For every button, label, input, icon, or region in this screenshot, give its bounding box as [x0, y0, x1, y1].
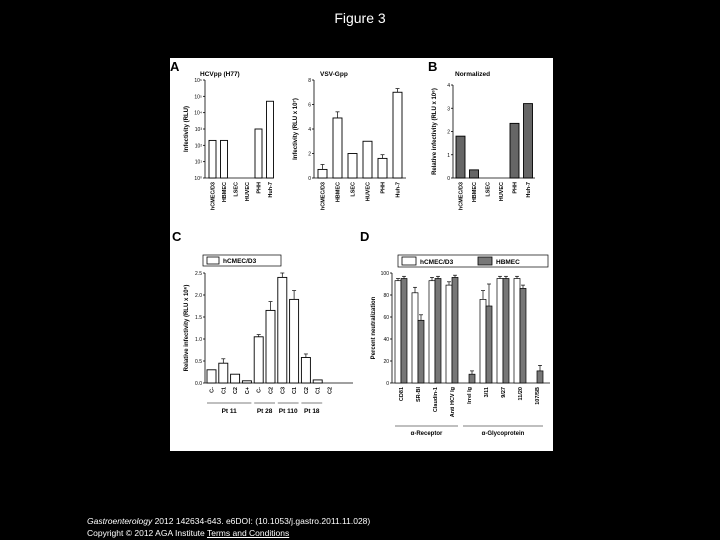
chart2-category-label: PHH [380, 182, 387, 194]
chart2-y-tick-label: 6 [308, 102, 311, 109]
chart3-category-label: HUVEC [499, 182, 505, 202]
chart2-category-label: HUVEC [365, 182, 372, 202]
chart2-y-tick-label: 4 [308, 127, 311, 133]
chart5-y-tick-label: 0 [386, 381, 389, 387]
chart4-category-label: C2 [303, 387, 310, 395]
chart5-legend-label: HBMEC [496, 259, 520, 266]
chart4-bar [219, 363, 228, 383]
chart5-category-label: 11/20 [518, 387, 524, 401]
chart5-bar-hcmec [514, 279, 520, 384]
chart4-bar [231, 374, 240, 383]
chart2-y-tick-label: 2 [308, 151, 311, 158]
chart1-y-axis-label: Infectivity (RLU) [184, 105, 190, 153]
chart4-bar [266, 310, 275, 383]
chart5-y-axis-label: Percent neutralization [371, 296, 377, 360]
chart2-title: VSV-Gpp [320, 71, 348, 78]
chart3-panel-label: B [428, 59, 438, 74]
chart3-bar [470, 170, 479, 178]
chart4-group-label: Pt 28 [256, 408, 273, 415]
chart1-category-label: Huh-7 [268, 182, 274, 198]
chart2-bar [378, 158, 387, 178]
chart4-category-label: C1 [292, 387, 299, 395]
chart3-y-tick-label: 4 [447, 83, 450, 89]
chart1-bar [209, 140, 216, 178]
chart1-title: HCVpp (H77) [200, 71, 240, 78]
chart5-category-label: Anti HCV Ig [450, 387, 456, 418]
figure-svg [170, 58, 553, 451]
chart3-y-tick-label: 2 [447, 129, 450, 136]
chart3-y-tick-label: 1 [447, 152, 450, 159]
chart4-bar [290, 299, 299, 383]
chart4-bar [254, 337, 263, 383]
chart5-bar-hcmec [395, 281, 401, 383]
chart5-y-tick-label: 40 [383, 337, 389, 343]
chart3-category-label: hCMEC/D3 [458, 182, 465, 211]
chart5-bar-hcmec [480, 299, 486, 383]
chart3-category-label: LSEC [485, 182, 492, 197]
chart5-bar-hcmec [412, 293, 418, 383]
chart4-panel-label: C [172, 229, 182, 244]
figure-panel [170, 58, 553, 451]
chart4-category-label: C3 [280, 387, 287, 395]
chart4-bar [242, 381, 251, 383]
chart2-y-tick-label: 8 [308, 78, 311, 84]
chart5-bar-hbmec [435, 279, 441, 384]
chart3-bar [456, 136, 465, 178]
chart3-bar [524, 104, 533, 178]
chart5-bar-hbmec [452, 277, 458, 383]
chart5-bar-hcmec [429, 281, 435, 383]
chart5-bar-hbmec [520, 288, 526, 383]
chart1-category-label: LSEC [233, 182, 240, 197]
chart4-category-label: C1 [221, 387, 228, 395]
chart1-y-tick-label: 10⁴ [194, 110, 202, 117]
chart4-category-label: C+ [244, 387, 251, 395]
chart4-category-label: C- [209, 387, 216, 393]
chart5-category-label: 3/11 [484, 387, 490, 398]
citation-text: 2012 142634-643. e6DOI: (10.1053/j.gastro.2011.11.028) [154, 516, 371, 526]
chart5-bar-hbmec [537, 371, 543, 383]
chart2-category-label: LSEC [350, 182, 357, 197]
chart4-category-label: C2 [327, 387, 334, 395]
chart1-y-tick-label: 10⁵ [194, 94, 202, 101]
chart4-bar [207, 370, 216, 383]
chart5-group-label: α-Glycoprotein [481, 431, 525, 437]
chart4-category-label: C2 [268, 387, 275, 395]
chart5-category-label: CD81 [399, 387, 405, 402]
chart4-bar [278, 277, 287, 383]
chart2-bar [348, 154, 357, 179]
chart1-y-tick-label: 10² [194, 143, 202, 150]
copyright-text: Copyright © 2012 AGA Institute [87, 528, 205, 538]
chart5-bar-hbmec [503, 279, 509, 384]
chart5-y-tick-label: 100 [380, 271, 389, 277]
chart4-category-label: C1 [315, 387, 322, 395]
chart1-y-tick-label: 10¹ [194, 159, 202, 166]
chart4-bar [301, 357, 310, 383]
chart2-bar [333, 118, 342, 178]
chart5-group-label: α-Receptor [410, 431, 443, 437]
chart5-bar-hbmec [486, 306, 492, 383]
chart5-bar-hbmec [469, 374, 475, 383]
chart5-legend-label: hCMEC/D3 [420, 259, 454, 266]
chart1-bar [255, 129, 262, 178]
chart5-bar-hbmec [418, 320, 424, 383]
chart5-category-label: Irrel Ig [467, 387, 473, 404]
chart4-legend-label: hCMEC/D3 [223, 258, 257, 265]
chart5-category-label: 107/5B [535, 387, 541, 405]
chart4-group-label: Pt 11 [221, 408, 237, 415]
chart5-legend-swatch [402, 257, 416, 265]
page-title: Figure 3 [334, 10, 386, 26]
chart1-panel-label: A [170, 59, 180, 74]
chart1-y-tick-label: 10⁰ [194, 176, 202, 182]
chart5-y-tick-label: 20 [383, 359, 389, 365]
chart4-y-tick-label: 0.0 [195, 381, 202, 387]
terms-link[interactable]: Terms and Conditions [207, 528, 290, 538]
chart2-category-label: HBMEC [335, 182, 342, 203]
chart3-category-label: HBMEC [472, 182, 478, 203]
chart4-category-label: C2 [233, 387, 240, 395]
chart2-bar [318, 169, 327, 178]
chart4-y-tick-label: 1.0 [195, 337, 202, 343]
chart5-y-tick-label: 80 [383, 293, 389, 299]
chart4-y-tick-label: 0.5 [195, 359, 202, 365]
citation-line [87, 516, 370, 526]
chart5-category-label: 9/27 [501, 387, 507, 398]
chart4-y-tick-label: 2.5 [195, 271, 202, 277]
journal-name: Gastroenterology [87, 516, 153, 526]
chart4-legend-swatch [207, 257, 219, 264]
chart5-y-tick-label: 60 [383, 315, 389, 321]
chart1-bar [267, 101, 274, 178]
copyright-line [87, 528, 289, 538]
chart2-category-label: hCMEC/D3 [320, 182, 327, 211]
chart5-category-label: Claudin-1 [433, 387, 439, 413]
chart1-category-label: PHH [256, 182, 263, 194]
chart5-panel-label: D [360, 229, 370, 244]
chart3-category-label: PHH [512, 182, 519, 194]
chart3-title: Normalized [455, 71, 491, 78]
chart4-category-label: C- [256, 387, 263, 393]
chart3-category-label: Huh-7 [526, 182, 532, 198]
chart4-group-label: Pt 110 [278, 408, 298, 415]
chart2-bar [393, 92, 402, 178]
chart1-category-label: HBMEC [222, 182, 228, 203]
chart5-category-label: SR-BI [416, 387, 422, 402]
chart5-bar-hcmec [446, 285, 452, 383]
chart1-y-tick-label: 10³ [194, 127, 202, 133]
chart2-y-axis-label: Infectivity (RLU x 10⁷) [293, 98, 299, 160]
chart1-bar [221, 140, 228, 178]
chart5-bar-hbmec [401, 279, 407, 384]
chart3-y-tick-label: 0 [447, 176, 450, 182]
chart5-legend-swatch [478, 257, 492, 265]
chart4-group-label: Pt 18 [304, 408, 320, 415]
chart4-y-tick-label: 1.5 [195, 315, 202, 321]
chart2-category-label: Huh-7 [395, 182, 402, 198]
chart5-bar-hcmec [497, 279, 503, 384]
chart3-bar [510, 123, 519, 178]
chart1-category-label: hCMEC/D3 [210, 182, 217, 211]
chart2-y-tick-label: 0 [308, 176, 311, 182]
chart4-y-tick-label: 2.0 [195, 293, 202, 299]
chart1-category-label: HUVEC [245, 182, 251, 202]
chart4-y-axis-label: Relative infectivity (RLU x 10⁶) [184, 284, 190, 372]
chart1-y-tick-label: 10⁶ [194, 78, 202, 84]
chart2-bar [363, 141, 372, 178]
chart3-y-axis-label: Relative infectivity (RLU x 10⁶) [432, 88, 438, 175]
chart4-bar [313, 380, 322, 383]
chart3-y-tick-label: 3 [447, 106, 450, 113]
